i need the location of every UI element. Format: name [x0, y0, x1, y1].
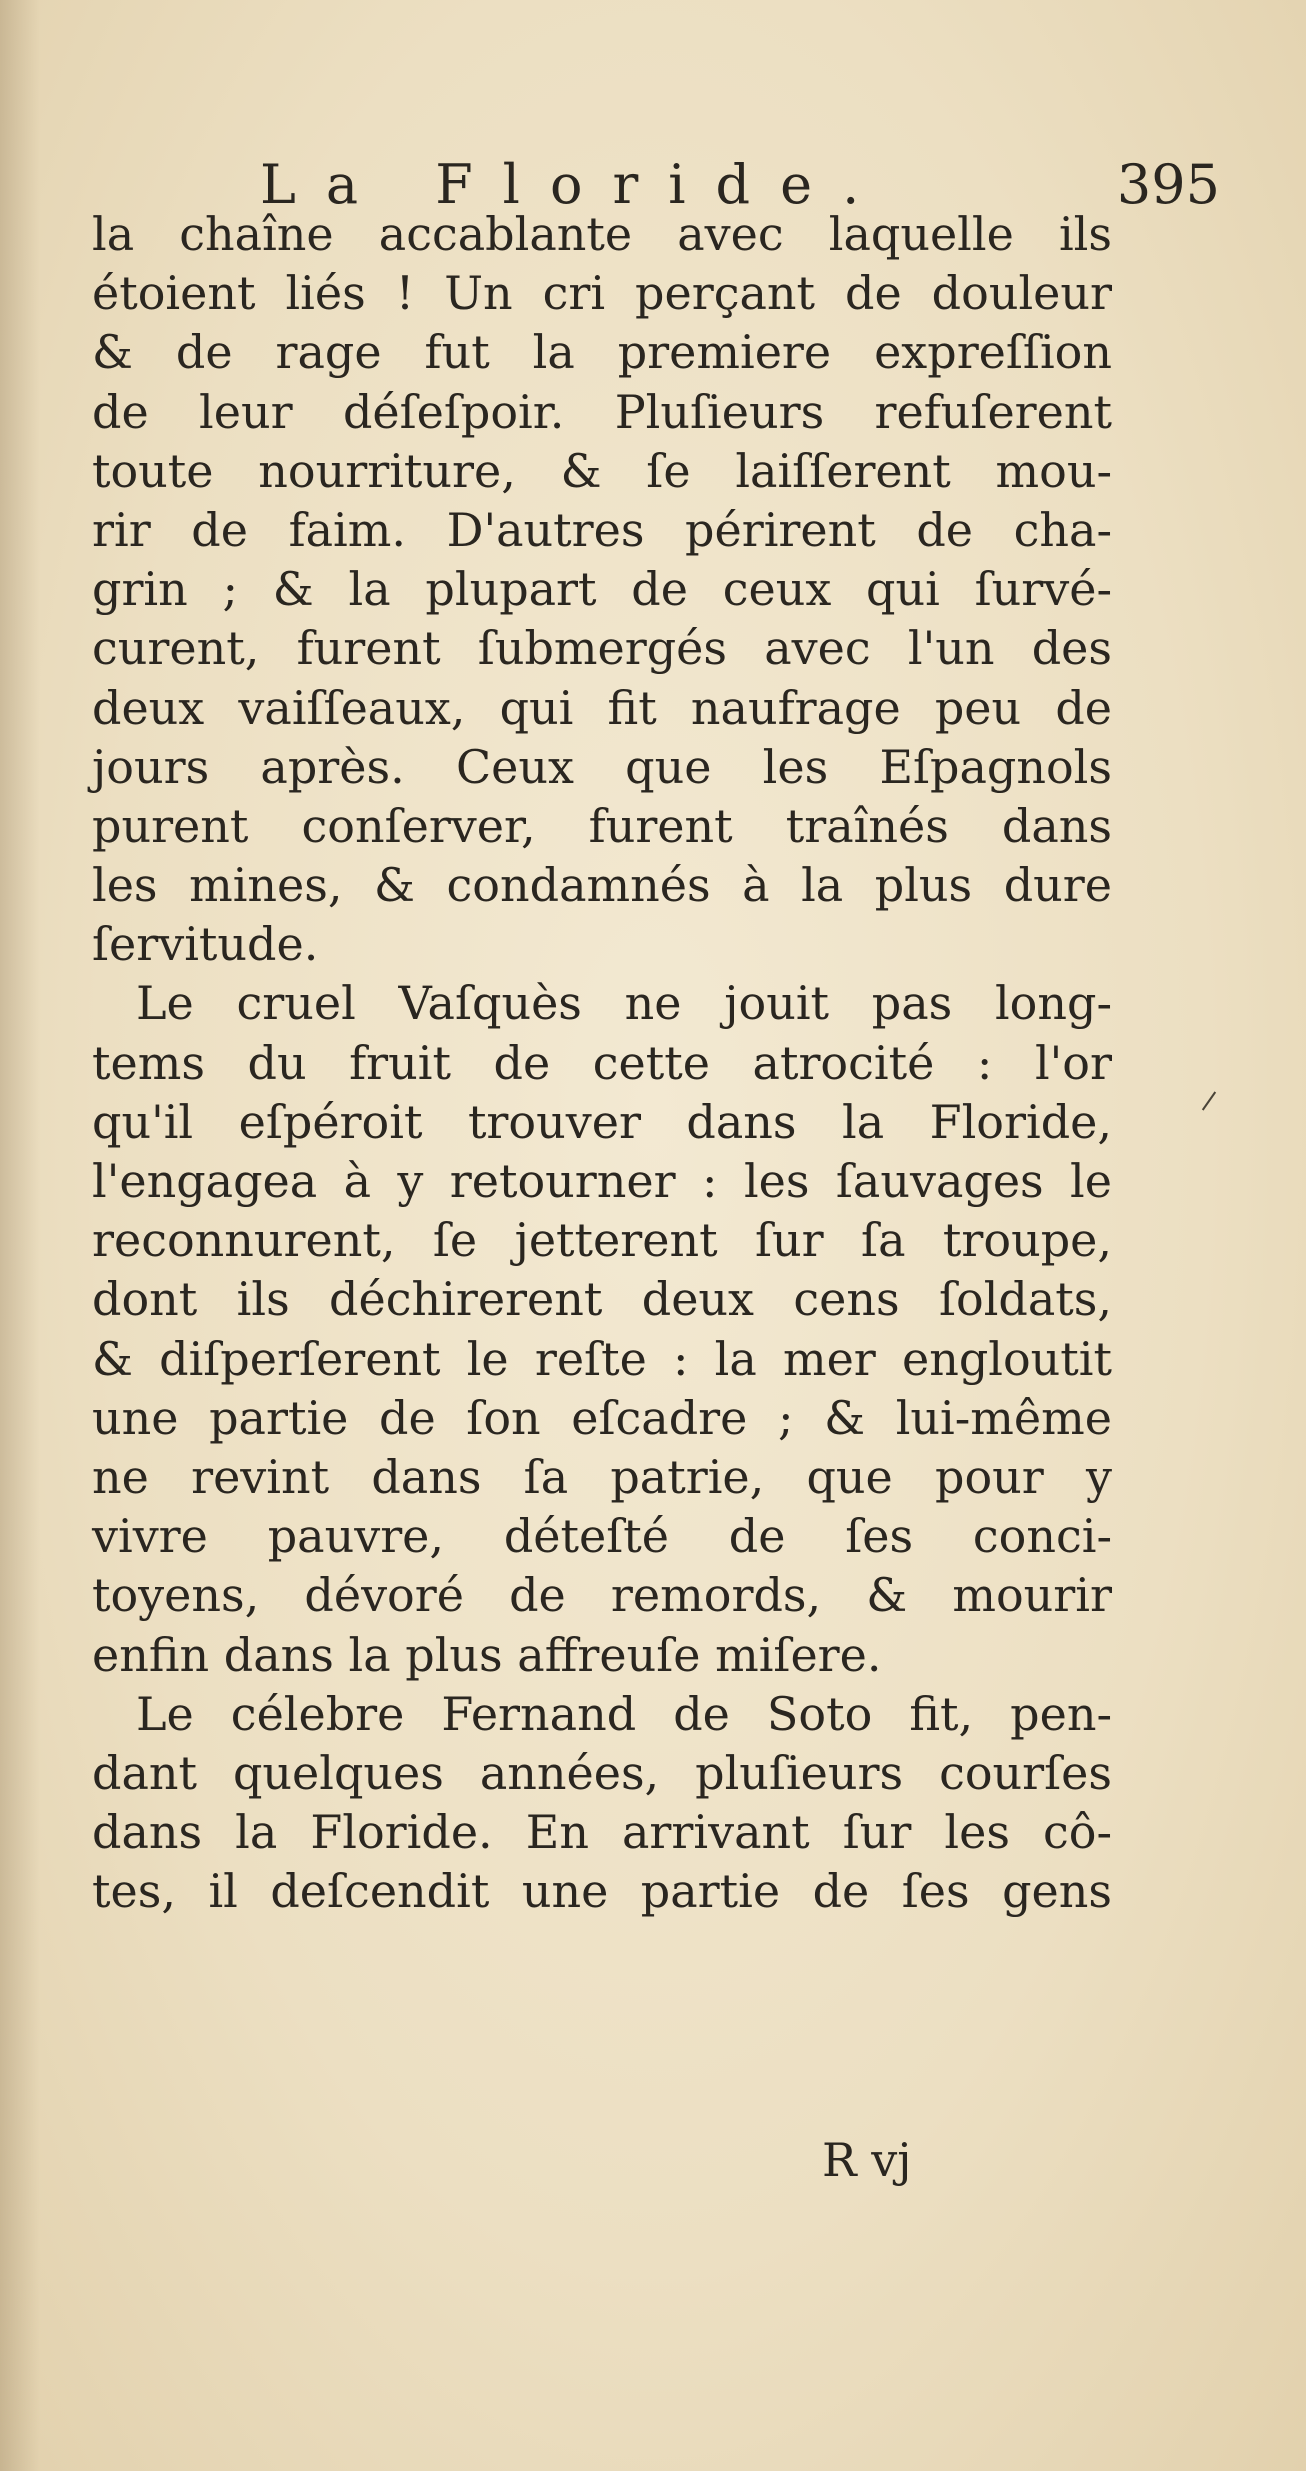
signature-mark: R vj [822, 2133, 912, 2187]
text-line: tes, il deſcendit une partie de ſes gens [92, 1864, 1112, 1919]
text-line: de leur déſeſpoir. Pluſieurs refuſerent [92, 384, 1112, 439]
text-line: étoient liés ! Un cri perçant de douleur [92, 266, 1112, 321]
text-line: une partie de ſon eſcadre ; & lui-même [92, 1390, 1112, 1445]
text-line: purent conſerver, furent traînés dans [92, 798, 1112, 853]
text-line: ſervitude. [92, 917, 319, 972]
text-line: tems du fruit de cette atrocité : l'or [92, 1035, 1112, 1090]
text-line: toyens, dévoré de remords, & mourir [92, 1568, 1112, 1623]
paragraph-start-line: Le cruel Vaſquès ne jouit pas long- [136, 976, 1112, 1031]
running-title: La Floride. [260, 153, 890, 216]
text-line: & de rage fut la premiere expreſſion [92, 325, 1112, 380]
text-line: reconnurent, ſe jetterent ſur ſa troupe, [92, 1213, 1112, 1268]
text-line: dans la Floride. En arrivant ſur les cô- [92, 1805, 1112, 1860]
margin-pencil-mark [1202, 1091, 1216, 1110]
text-line: enfin dans la plus affreuſe miſere. [92, 1627, 882, 1682]
text-line: la chaîne accablante avec laquelle ils [92, 207, 1112, 261]
paragraph-start-line: Le célebre Fernand de Soto fit, pen- [136, 1686, 1112, 1741]
text-line: grin ; & la plupart de ceux qui ſurvé- [92, 562, 1112, 617]
text-line: qu'il eſpéroit trouver dans la Floride, [92, 1094, 1112, 1149]
gutter-shadow [0, 0, 40, 2471]
body-text [92, 205, 1112, 1921]
text-line: vivre pauvre, déteſté de ſes conci- [92, 1509, 1112, 1564]
text-line: & diſperſerent le reſte : la mer engloutit [92, 1331, 1112, 1386]
text-line: les mines, & condamnés à la plus dure [92, 858, 1112, 913]
text-line: ne revint dans ſa patrie, que pour y [92, 1449, 1112, 1504]
text-line: jours après. Ceux que les Eſpagnols [92, 739, 1112, 794]
text-line: dant quelques années, pluſieurs courſes [92, 1745, 1112, 1800]
text-line: deux vaiſſeaux, qui fit naufrage peu de [92, 680, 1112, 735]
text-line: curent, furent ſubmergés avec l'un des [92, 621, 1112, 676]
text-line: toute nourriture, & ſe laiſſerent mou- [92, 443, 1112, 498]
text-line: l'engagea à y retourner : les ſauvages le [92, 1154, 1112, 1208]
page-number: 395 [1116, 153, 1220, 216]
text-line: dont ils déchirerent deux cens ſoldats, [92, 1272, 1112, 1327]
text-line: rir de faim. D'autres périrent de cha- [92, 502, 1112, 557]
